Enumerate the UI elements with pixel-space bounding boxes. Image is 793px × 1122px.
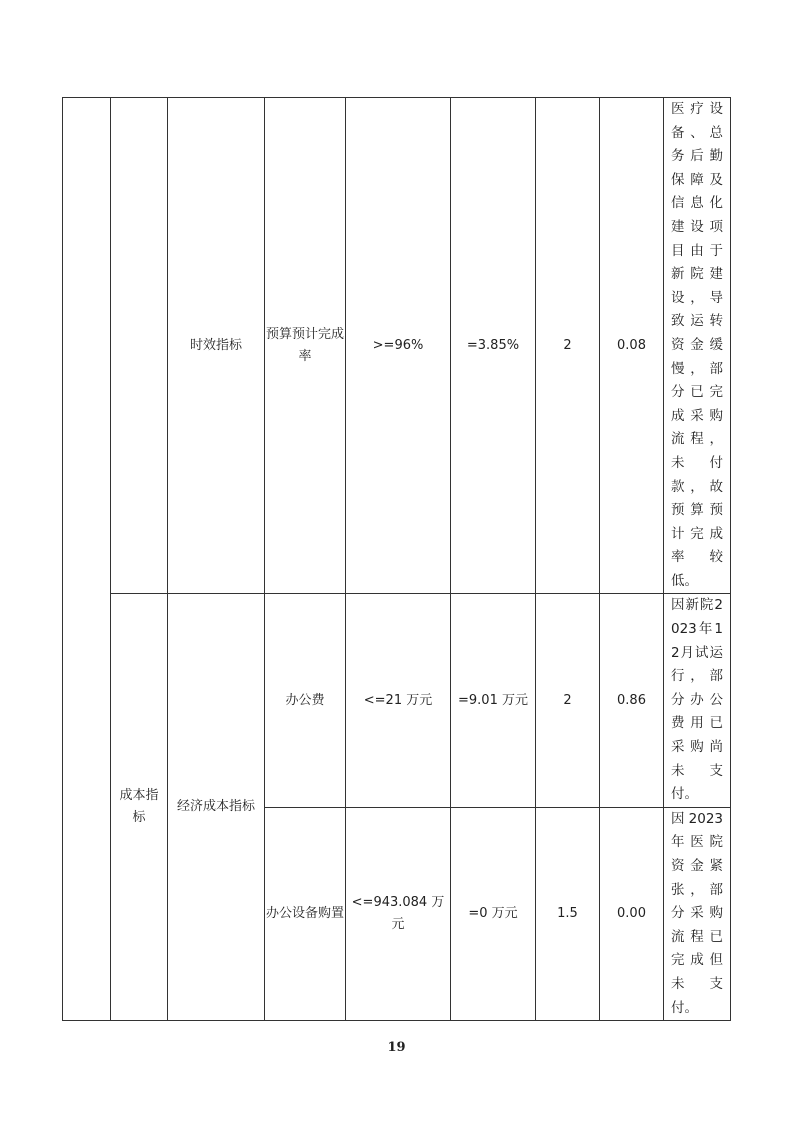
deviation-note-cell [664,98,731,594]
target-value-cell: >=96% [346,98,451,594]
weight-cell: 1.5 [536,807,600,1020]
score-cell: 0.86 [600,594,664,807]
actual-value-cell: =9.01 万元 [451,594,536,807]
actual-value-cell: =0 万元 [451,807,536,1020]
indicator-name-cell: 办公费 [265,594,346,807]
score-cell: 0.00 [600,807,664,1020]
target-value-cell: <=21 万元 [346,594,451,807]
performance-indicator-table [62,97,731,1021]
indicator-name-cell: 预算预计完成率 [265,98,346,594]
indicator-name-cell: 办公设备购置 [265,807,346,1020]
deviation-note-text: 因新院2023年12月试运行，部分办公费用已采购尚未支付。 [671,597,723,803]
page-number: 19 [387,1040,406,1055]
deviation-note-cell [664,807,731,1020]
secondary-indicator-cell: 经济成本指标 [168,594,265,1021]
actual-value-cell: =3.85% [451,98,536,594]
primary-indicator-cell: 成本指标 [111,594,168,1021]
target-value-cell: <=943.084 万元 [346,807,451,1020]
deviation-note-text: 医疗设备、总务后勤保障及信息化建设项目由于新院建设，导致运转资金缓慢，部分已完成采购流程，未付款，故预算预计完成率较低。 [671,101,723,589]
score-cell: 0.08 [600,98,664,594]
weight-cell: 2 [536,594,600,807]
first-level-indicator-cell [63,98,111,1021]
weight-cell: 2 [536,98,600,594]
primary-indicator-cell [111,98,168,594]
table-row [63,594,731,807]
deviation-note-text: 因2023年医院资金紧张，部分采购流程已完成但未支付。 [671,810,723,1016]
table-row [63,98,731,594]
deviation-note-cell [664,594,731,807]
secondary-indicator-cell: 时效指标 [168,98,265,594]
